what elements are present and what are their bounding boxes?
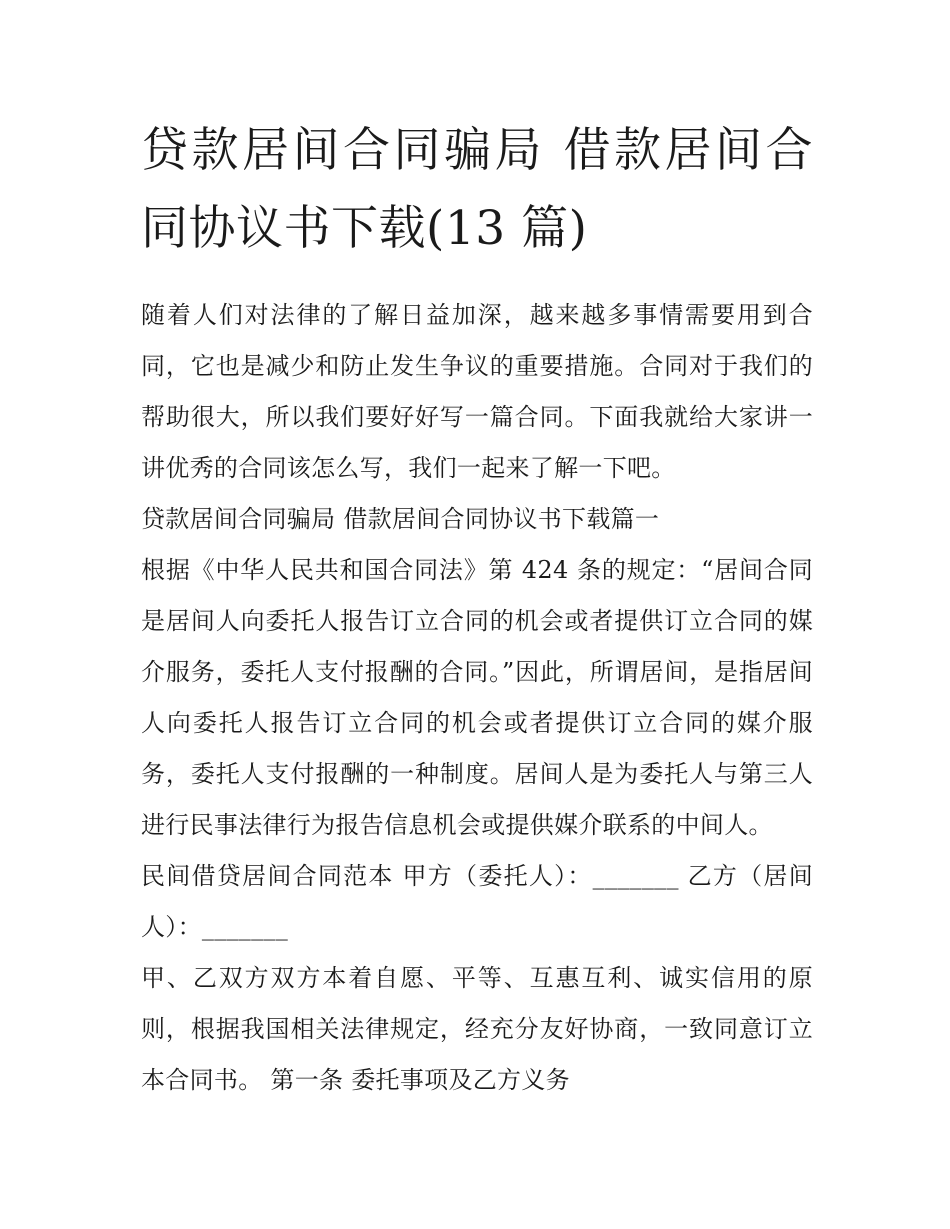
- document-content: [141, 112, 813, 1106]
- section-heading: 贷款居间合同骗局 借款居间合同协议书下载篇一: [141, 505, 660, 533]
- document-title: 贷款居间合同骗局 借款居间合同协议书下载(13 篇): [141, 123, 813, 256]
- intro-paragraph: 随着人们对法律的了解日益加深，越来越多事情需要用到合同，它也是减少和防止发生争议的重要措施。合同对于我们的帮助很大，所以我们要好好写一篇合同。下面我就给大家讲一讲优秀的合同该怎么写，我们一起来了解一下吧。: [141, 301, 813, 482]
- agreement-paragraph: 甲、乙双方双方本着自愿、平等、互惠互利、诚实信用的原则，根据我国相关法律规定，经充分友好协商，一致同意订立本合同书。 第一条 委托事项及乙方义务: [141, 964, 813, 1094]
- parties-paragraph: 民间借贷居间合同范本 甲方（委托人）：_______ 乙方（居间人）：_______: [141, 862, 813, 941]
- document-body: [141, 290, 813, 1106]
- legal-definition-paragraph: 根据《中华人民共和国合同法》第 424 条的规定：“居间合同是居间人向委托人报告订立合同的机会或者提供订立合同的媒介服务，委托人支付报酬的合同。”因此，所谓居间，是指居间人向委托人报告订立合同的机会或者提供订立合同的媒介服务，委托人支付报酬的一种制度。居间人是为委托人与第三人进行民事法律行为报告信息机会或提供媒介联系的中间人。: [141, 556, 813, 839]
